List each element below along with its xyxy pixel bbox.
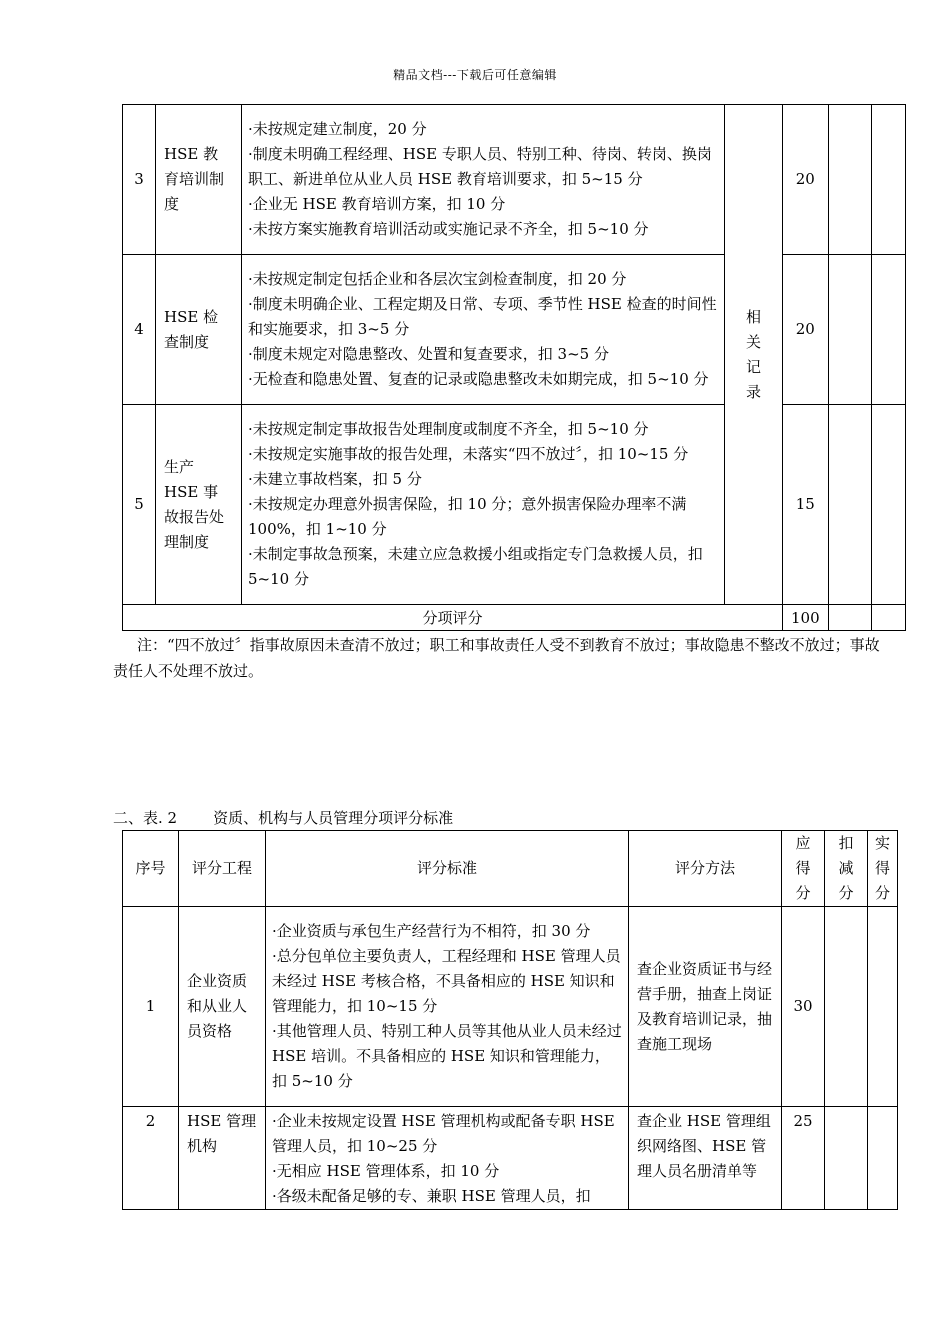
footnote: 注：“四不放过〞指事故原因未查清不放过；职工和事故责任人受不到教育不放过；事故隐患不整改不放过；事故责任人不处理不放过。 [113, 636, 880, 680]
criteria-line: ·未按方案实施教育培训活动或实施记录不齐全，扣 5~10 分 [248, 220, 649, 238]
header-method: 评分方法 [629, 831, 782, 907]
row-method: 查企业资质证书与经营手册，抽查上岗证及教育培训记录，抽查施工现场 [629, 907, 782, 1107]
subtotal-row [123, 605, 906, 631]
row-actual [871, 405, 905, 605]
criteria-line: ·企业未按规定设置 HSE 管理机构或配备专职 HSE 管理人员，扣 10~25 分 [272, 1112, 615, 1155]
row-item: HSE 管理机构 [179, 1107, 266, 1210]
row-deduct [828, 255, 871, 405]
table-row [123, 105, 906, 255]
scoring-table-1 [122, 104, 906, 631]
criteria-line: ·制度未明确工程经理、HSE 专职人员、特别工种、待岗、转岗、换岗职工、新进单位从业人员 HSE 教育培训要求，扣 5~15 分 [248, 145, 712, 188]
row-score: 20 [783, 105, 829, 255]
header-item: 评分工程 [179, 831, 266, 907]
row-number: 4 [123, 255, 156, 405]
row-score: 25 [782, 1107, 825, 1210]
scoring-table-2 [122, 830, 898, 1210]
row-actual [868, 907, 898, 1107]
row-item: 生产 HSE 事故报告处理制度 [156, 405, 242, 605]
table-row [123, 907, 898, 1107]
row-deduct [825, 1107, 868, 1210]
criteria-line: ·未建立事故档案，扣 5 分 [248, 470, 422, 488]
row-method: 查企业 HSE 管理组织网络图、HSE 管理人员名册清单等 [629, 1107, 782, 1210]
row-deduct [828, 105, 871, 255]
criteria-line: ·未按规定实施事故的报告处理，未落实“四不放过〞，扣 10~15 分 [248, 445, 689, 463]
row-criteria [242, 255, 725, 405]
criteria-line: ·未按规定办理意外损害保险，扣 10 分；意外损害保险办理率不满 100%，扣 1~10 分 [248, 495, 687, 538]
header-deduct: 扣减分 [825, 831, 868, 907]
row-criteria [266, 1107, 629, 1210]
row-deduct [825, 907, 868, 1107]
row-criteria [242, 105, 725, 255]
row-item: 企业资质和从业人员资格 [179, 907, 266, 1107]
criteria-line: ·各级未配备足够的专、兼职 HSE 管理人员，扣 [272, 1187, 591, 1205]
page-header: 精品文档---下载后可任意编辑 [393, 68, 557, 82]
criteria-line: ·无检查和隐患处置、复查的记录或隐患整改未如期完成，扣 5~10 分 [248, 370, 709, 388]
criteria-line: ·无相应 HSE 管理体系，扣 10 分 [272, 1162, 500, 1180]
criteria-line: ·未按规定制定事故报告处理制度或制度不齐全，扣 5~10 分 [248, 420, 649, 438]
row-actual [868, 1107, 898, 1210]
header-due: 应得分 [782, 831, 825, 907]
header-criteria: 评分标准 [266, 831, 629, 907]
row-item: HSE 检查制度 [156, 255, 242, 405]
header-row [123, 831, 898, 907]
criteria-line: ·企业无 HSE 教育培训方案，扣 10 分 [248, 195, 506, 213]
criteria-line: ·其他管理人员、特别工种人员等其他从业人员未经过 HSE 培训。不具备相应的 HSE 知识和管理能力，扣 5~10 分 [272, 1022, 622, 1090]
row-number: 3 [123, 105, 156, 255]
row-score: 30 [782, 907, 825, 1107]
row-number: 1 [123, 907, 179, 1107]
row-criteria [266, 907, 629, 1107]
caption-prefix: 二、表. 2 [113, 809, 178, 827]
row-number: 2 [123, 1107, 179, 1210]
row-actual [871, 105, 905, 255]
table-row [123, 1107, 898, 1210]
row-criteria [242, 405, 725, 605]
criteria-line: ·制度未规定对隐患整改、处置和复查要求，扣 3~5 分 [248, 345, 609, 363]
criteria-line: ·总分包单位主要负责人，工程经理和 HSE 管理人员未经过 HSE 考核合格，不具备相应的 HSE 知识和管理能力，扣 10~15 分 [272, 947, 621, 1015]
table-row [123, 255, 906, 405]
caption-title: 资质、机构与人员管理分项评分标准 [213, 809, 454, 827]
row-deduct [828, 405, 871, 605]
table-caption [113, 807, 453, 829]
row-score: 15 [783, 405, 829, 605]
subtotal-label: 分项评分 [123, 605, 783, 631]
row-number: 5 [123, 405, 156, 605]
row-item: HSE 教育培训制度 [156, 105, 242, 255]
header-actual: 实得分 [868, 831, 898, 907]
table-row [123, 405, 906, 605]
subtotal-score: 100 [783, 605, 829, 631]
criteria-line: ·未制定事故急预案，未建立应急救援小组或指定专门急救援人员，扣 5~10 分 [248, 545, 703, 588]
criteria-line: ·制度未明确企业、工程定期及日常、专项、季节性 HSE 检查的时间性和实施要求，扣 3~5 分 [248, 295, 717, 338]
criteria-line: ·企业资质与承包生产经营行为不相符，扣 30 分 [272, 922, 591, 940]
row-actual [871, 255, 905, 405]
row-score: 20 [783, 255, 829, 405]
header-no: 序号 [123, 831, 179, 907]
row-method: 相关记录 [725, 105, 783, 605]
criteria-line: ·未按规定制定包括企业和各层次宝剑检查制度，扣 20 分 [248, 270, 627, 288]
subtotal-deduct [828, 605, 871, 631]
subtotal-actual [871, 605, 905, 631]
criteria-line: ·未按规定建立制度，20 分 [248, 120, 427, 138]
